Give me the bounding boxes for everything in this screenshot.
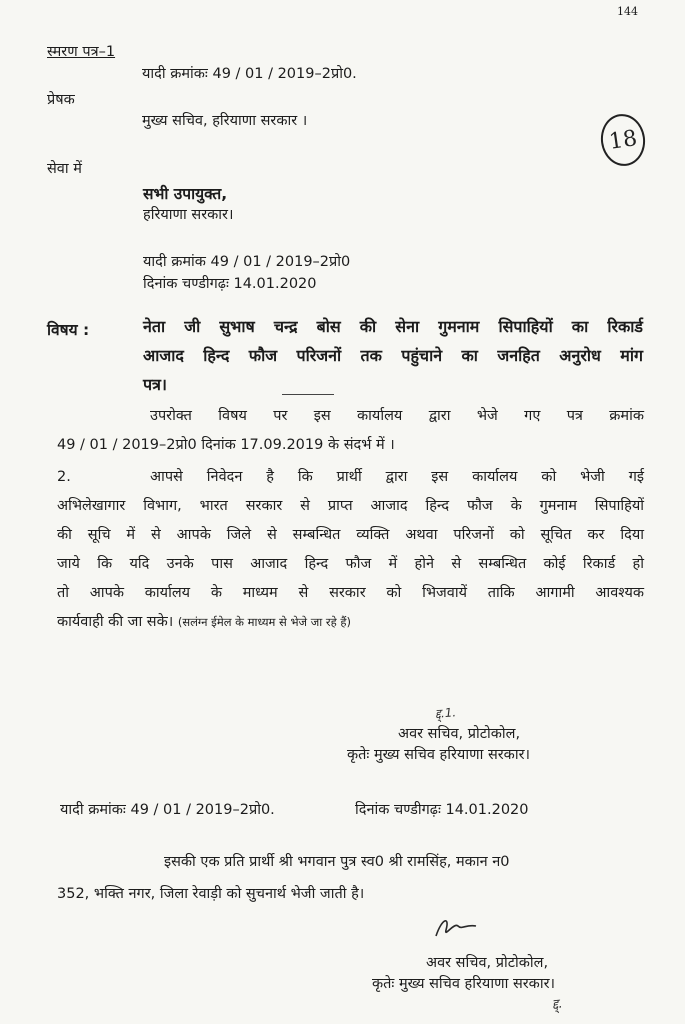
para2-line: कार्यवाही की जा सके। xyxy=(57,614,174,630)
signatory-title: अवर सचिव, प्रोटोकोल, xyxy=(398,726,521,742)
para2-line: तो आपके कार्यालय के माध्यम से सरकार को भिजवायें ताकि आगामी आवश्यक xyxy=(57,585,644,601)
signatory-title: अवर सचिव, प्रोटोकोल, xyxy=(426,955,549,971)
subject-line: आजाद हिन्द फौज परिजनों तक पहुंचाने का जनहित अनुरोध मांग xyxy=(143,346,643,365)
para1-text: उपरोक्त विषय पर इस कार्यालय द्वारा भेजे गए पत्र क्रमांक xyxy=(150,408,644,424)
subject-line: पत्र। xyxy=(143,375,167,394)
reference-mid: यादी क्रमांक 49 / 01 / 2019–2प्रो0 xyxy=(143,254,351,270)
para1-line: 49 / 01 / 2019–2प्रो0 दिनांक 17.09.2019 के संदर्भ में । xyxy=(57,437,395,453)
sender-label: प्रेषक xyxy=(47,92,75,108)
handwritten-file-number: 18 xyxy=(598,111,649,169)
signatory-office: कृतेः मुख्य सचिव हरियाणा सरकार। xyxy=(347,747,530,763)
recipient-line-1: सभी उपायुक्त, xyxy=(143,185,228,203)
para2-line: आपसे निवेदन है कि प्रार्थी द्वारा इस कार्यालय को भेजी गई xyxy=(150,469,644,485)
reminder-heading: स्मरण पत्र–1 xyxy=(47,44,116,60)
para2-line: जाये कि यदि उनके पास आजाद हिन्द फौज में होने से सम्बन्धित कोई रिकार्ड हो xyxy=(57,556,644,572)
signature-initials: द्द्. xyxy=(551,996,564,1013)
para2-line: की सूचि में से आपके जिले से सम्बन्धित व्यक्ति अथवा परिजनों को सूचित कर दिया xyxy=(57,527,644,543)
divider xyxy=(282,394,334,395)
subject-label: विषय : xyxy=(47,321,90,339)
sender: मुख्य सचिव, हरियाणा सरकार । xyxy=(142,113,308,129)
subject xyxy=(143,312,643,399)
para1-line xyxy=(150,402,644,431)
attachment-note: (सलंग्न ईमेल के माध्यम से भेजे जा रहे हैं) xyxy=(177,615,351,629)
to-label: सेवा में xyxy=(47,161,82,177)
date-mid: दिनांक चण्डीगढ़ः 14.01.2020 xyxy=(143,276,317,292)
para2 xyxy=(57,463,644,637)
subject-line: नेता जी सुभाष चन्द्र बोस की सेना गुमनाम सिपाहियों का रिकार्ड xyxy=(143,317,643,336)
reference-top: यादी क्रमांकः 49 / 01 / 2019–2प्रो0. xyxy=(142,66,357,82)
recipient-line-2: हरियाणा सरकार। xyxy=(143,207,234,223)
signatory-office: कृतेः मुख्य सचिव हरियाणा सरकार। xyxy=(372,976,555,992)
handwritten-signature xyxy=(432,912,480,944)
endorsement-date: दिनांक चण्डीगढ़ः 14.01.2020 xyxy=(355,802,529,818)
signature-initials: द्द्.1. xyxy=(434,705,457,721)
para2-number: 2. xyxy=(57,469,71,485)
copy-line: इसकी एक प्रति प्रार्थी श्री भगवान पुत्र स्व0 श्री रामसिंह, मकान न0 xyxy=(164,854,510,870)
para2-line: अभिलेखागार विभाग, भारत सरकार से प्राप्त आजाद हिन्द फौज के गुमनाम सिपाहियों xyxy=(57,498,644,514)
page-number: 144 xyxy=(617,5,638,18)
copy-line: 352, भक्ति नगर, जिला रेवाड़ी को सुचनार्थ भेजी जाती है। xyxy=(57,886,365,902)
endorsement-reference: यादी क्रमांकः 49 / 01 / 2019–2प्रो0. xyxy=(60,802,275,818)
